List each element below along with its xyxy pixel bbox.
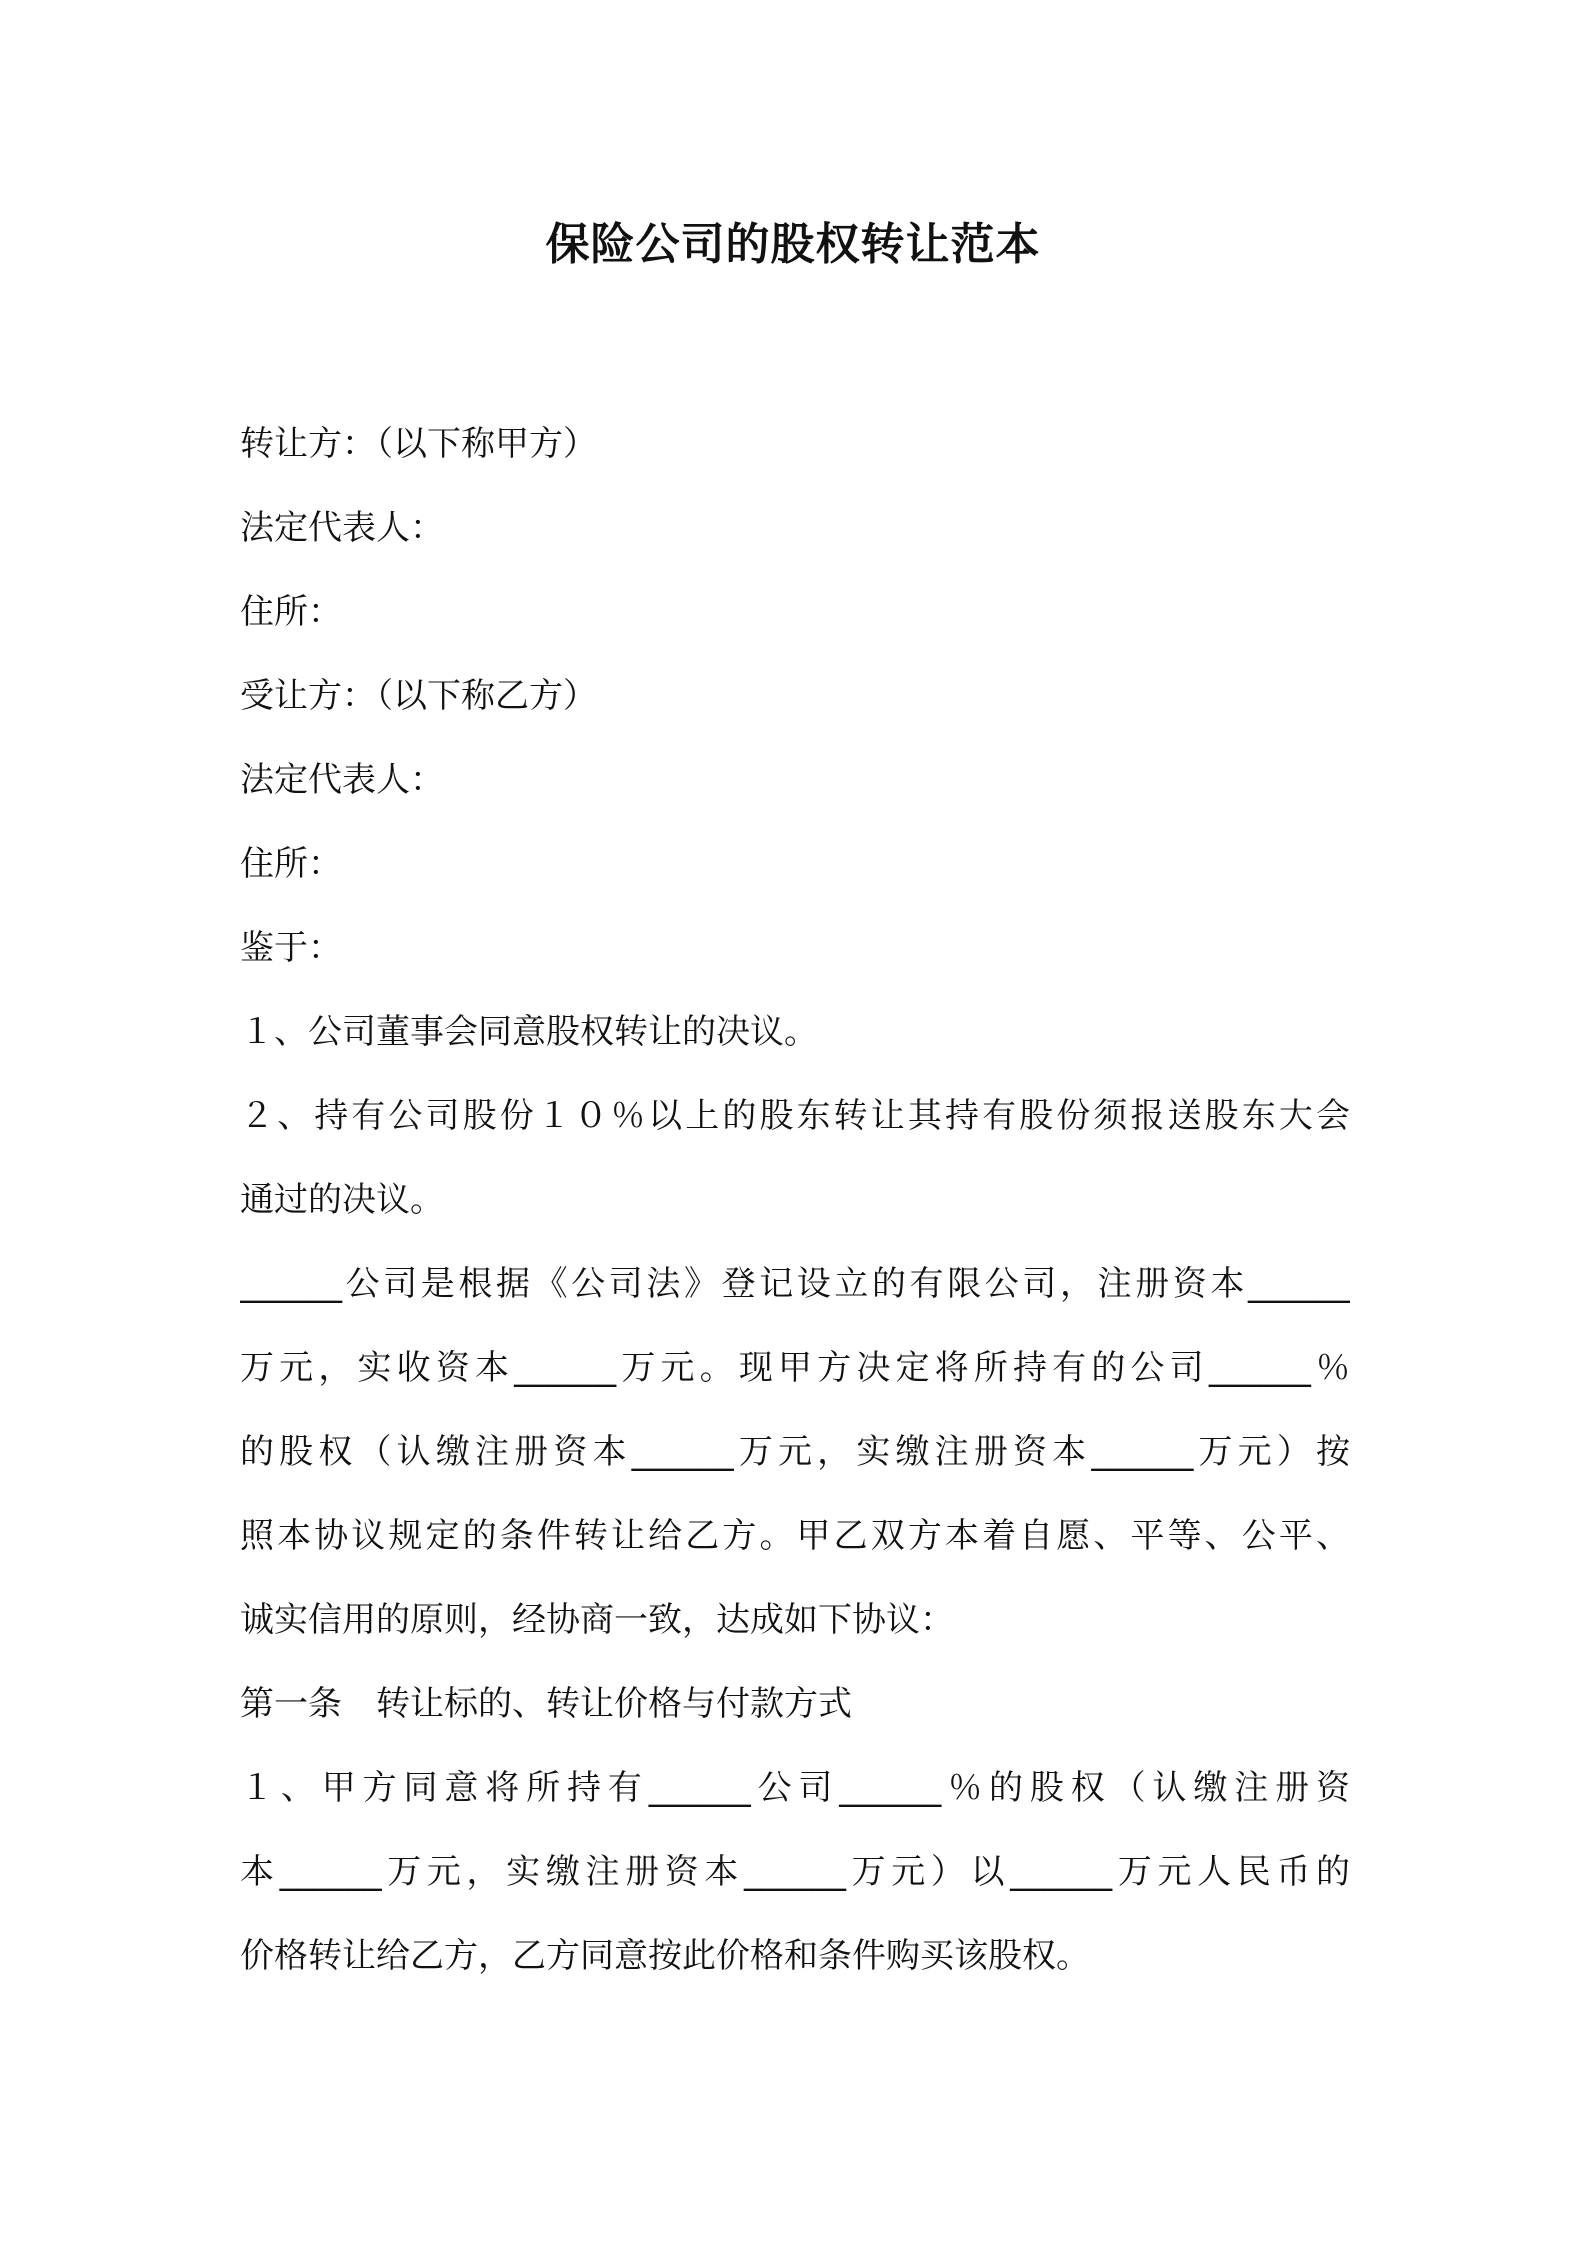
whereas-item-2-cont: 通过的决议。 [240,1180,444,1220]
transferor-address-line: 住所： [240,592,342,632]
transferor-line: 转让方：（以下称甲方） [240,424,597,464]
article-1-clause-line: １、甲方同意将所持有______公司______％的股权（认缴注册资 [240,1768,1350,1808]
transferee-line: 受让方：（以下称乙方） [240,676,597,716]
recital-paragraph-line: ______公司是根据《公司法》登记设立的有限公司，注册资本______ [240,1264,1350,1304]
whereas-heading: 鉴于： [240,928,342,968]
article-1-heading: 第一条 转让标的、转让价格与付款方式 [240,1684,852,1724]
recital-paragraph-line: 的股权（认缴注册资本______万元，实缴注册资本______万元）按 [240,1432,1350,1472]
recital-paragraph-line: 照本协议规定的条件转让给乙方。甲乙双方本着自愿、平等、公平、 [240,1516,1350,1556]
transferee-address-line: 住所： [240,844,342,884]
document-body [240,402,1350,1998]
article-1-clause-line: 本______万元，实缴注册资本______万元）以______万元人民币的 [240,1852,1350,1892]
recital-paragraph-line: 万元，实收资本______万元。现甲方决定将所持有的公司______％ [240,1348,1350,1388]
whereas-item-1: １、公司董事会同意股权转让的决议。 [240,1012,818,1052]
article-1-clause-line: 价格转让给乙方，乙方同意按此价格和条件购买该股权。 [240,1936,1090,1976]
transferee-representative-line: 法定代表人： [240,760,444,800]
document-title: 保险公司的股权转让范本 [545,219,1041,270]
transferor-representative-line: 法定代表人： [240,508,444,548]
recital-paragraph-line: 诚实信用的原则，经协商一致，达成如下协议： [240,1600,954,1640]
whereas-item-2: ２、持有公司股份１０％以上的股东转让其持有股份须报送股东大会 [240,1096,1350,1136]
